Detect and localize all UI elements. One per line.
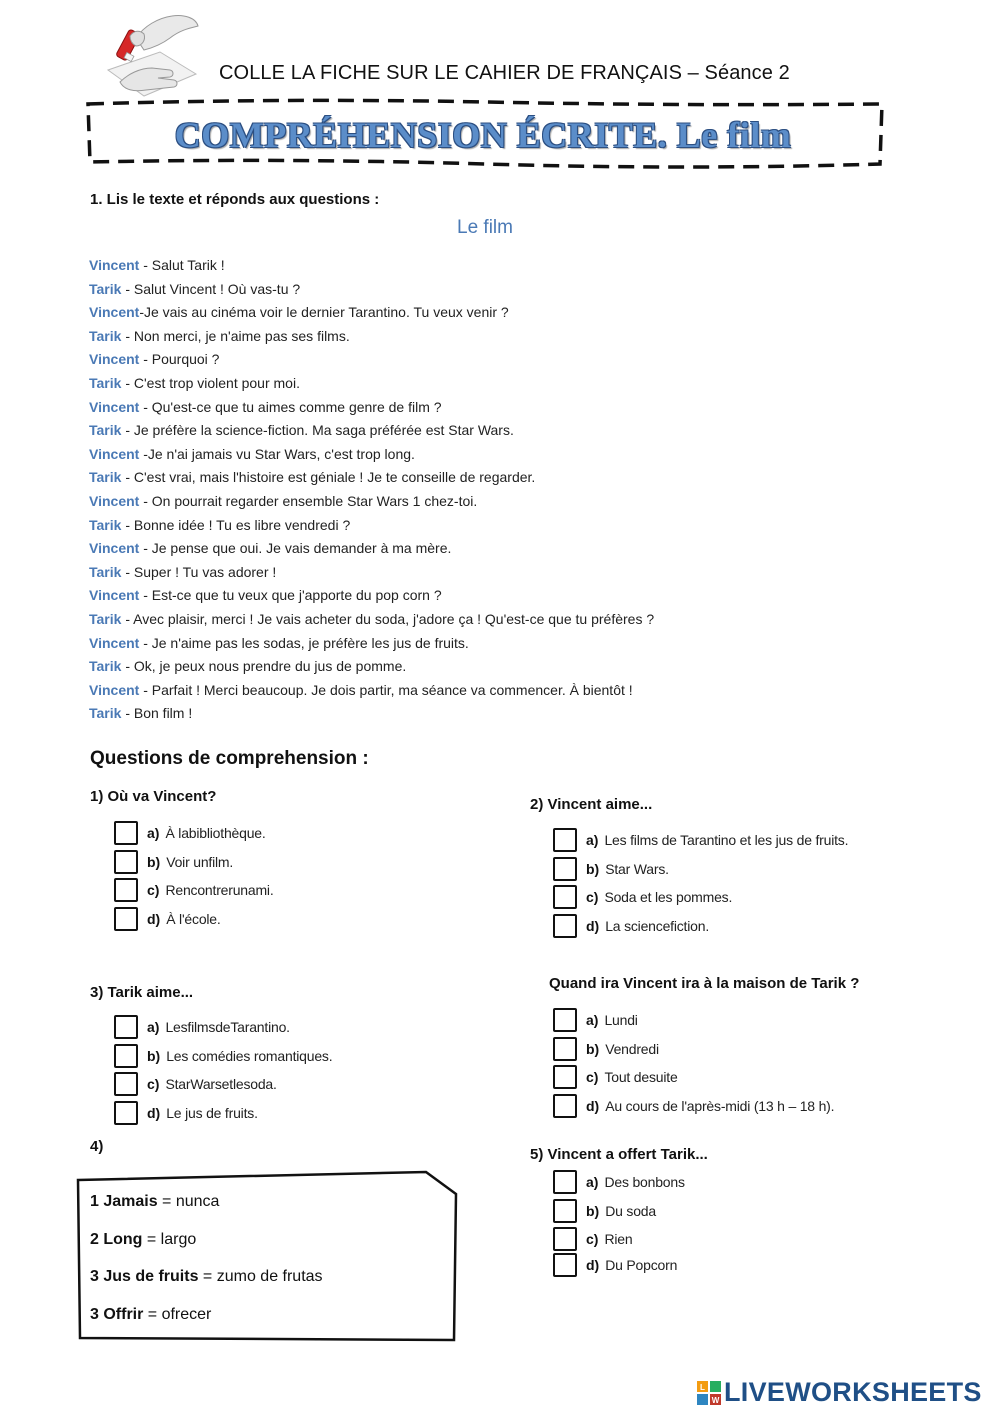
line-text: - Bon film ! [121,705,193,722]
dialogue-line [89,466,789,490]
option-text: Soda et les pommes. [604,889,733,906]
question-4-title: 4) [90,1138,104,1155]
dialogue-line [89,419,789,443]
answer-checkbox[interactable] [553,1065,577,1089]
answer-checkbox[interactable] [114,907,138,931]
vocab-term: 3 Jus de fruits [90,1268,199,1286]
dialogue [89,254,789,726]
option-letter: b) [586,1040,600,1057]
dialogue-line [89,537,789,561]
line-text: - Salut Tarik ! [139,257,225,273]
line-text: - Non merci, je n'aime pas ses films. [121,327,350,344]
speaker-name: Vincent [89,587,140,604]
header-instruction: COLLE LA FICHE SUR LE CAHIER DE FRANÇAIS – Séance 2 [219,62,790,84]
answer-checkbox[interactable] [553,828,577,852]
speaker-name: Vincent [89,351,140,368]
answer-checkbox[interactable] [553,885,577,909]
glue-stick-hand-icon [100,8,200,100]
dialogue-line [89,254,789,278]
vocab-translation: = ofrecer [143,1306,212,1324]
line-text: -Je n'ai jamais vu Star Wars, c'est trop long. [139,445,415,462]
dialogue-line [89,632,789,656]
speaker-name: Vincent [89,257,140,273]
answer-checkbox[interactable] [553,1227,577,1251]
dialogue-line [89,301,789,325]
question-1 [90,788,274,933]
brand-name: LIVEWORKSHEETS [724,1377,982,1407]
answer-checkbox[interactable] [114,1101,138,1125]
dialogue-line [89,702,789,726]
option-b [114,1042,332,1071]
option-text: Au cours de l'après-midi (13 h – 18 h). [605,1098,835,1115]
option-text: Vendredi [605,1040,659,1057]
vocab-term: 1 Jamais [90,1193,158,1210]
question-5 [530,1146,708,1276]
dialogue-line [89,608,789,632]
dialogue-line [89,443,789,467]
option-c [553,883,848,912]
option-letter: d) [586,1098,600,1115]
line-text: - Je préfère la science-fiction. Ma saga préférée est Star Wars. [121,422,514,439]
option-text: À labibliothèque. [165,825,266,842]
option-letter: a) [586,1174,599,1191]
speaker-name: Vincent [89,540,140,557]
answer-checkbox[interactable] [114,850,138,874]
speaker-name: Tarik [89,469,122,486]
option-letter: b) [586,1202,600,1219]
question-title: 3) Tarik aime... [90,984,194,1001]
liveworksheets-brand [697,1377,982,1408]
answer-checkbox[interactable] [114,1015,138,1039]
speaker-name: Vincent [89,398,140,415]
dialogue-line [89,655,789,679]
answer-checkbox[interactable] [553,914,577,938]
speaker-name: Tarik [89,658,122,675]
dialogue-line [89,584,789,608]
vocabulary-list [90,1193,323,1344]
vocab-term: 3 Offrir [90,1306,144,1324]
option-letter: c) [586,1069,599,1086]
option-text: Du Popcorn [605,1256,678,1273]
option-letter: a) [147,825,160,842]
question-title: 1) Où va Vincent? [90,788,217,805]
question-title: 2) Vincent aime... [530,796,653,813]
line-text: - C'est trop violent pour moi. [121,374,300,391]
line-text: - Ok, je peux nous prendre du jus de pomme. [121,658,407,675]
line-text: - Qu'est-ce que tu aimes comme genre de film ? [139,398,442,415]
logo-letter: L [700,1382,705,1392]
line-text: - Bonne idée ! Tu es libre vendredi ? [121,516,351,533]
line-text: - Super ! Tu vas adorer ! [121,563,277,580]
line-text: - Je pense que oui. Je vais demander à ma mère. [139,540,452,557]
liveworksheets-logo-icon [697,1381,721,1405]
option-d [114,1099,332,1128]
answer-checkbox[interactable] [114,878,138,902]
dialogue-line [89,679,789,703]
question-2 [530,796,848,940]
speaker-name: Vincent [89,304,140,321]
exercise-instruction: 1. Lis le texte et réponds aux questions : [90,191,380,208]
option-d [114,905,274,934]
line-text: - On pourrait regarder ensemble Star Wars 1 chez-toi. [139,492,478,509]
dialogue-line [89,372,789,396]
vocab-item [90,1193,323,1231]
answer-checkbox[interactable] [553,1253,577,1277]
dialogue-line [89,348,789,372]
speaker-name: Tarik [89,563,122,580]
option-letter: a) [147,1019,160,1036]
option-text: Voir unfilm. [166,853,234,870]
option-b [553,1035,859,1064]
option-letter: d) [147,1105,161,1122]
option-text: Des bonbons [604,1174,685,1191]
answer-checkbox[interactable] [553,1008,577,1032]
speaker-name: Tarik [89,374,122,391]
option-c [114,1070,332,1099]
speaker-name: Vincent [89,634,140,651]
option-letter: d) [147,911,161,928]
option-text: À l'école. [166,911,221,928]
questions-heading: Questions de comprehension : [90,748,369,769]
option-letter: c) [147,882,160,899]
dialogue-line [89,396,789,420]
option-text: Le jus de fruits. [166,1105,258,1122]
option-text: Tout desuite [604,1069,678,1086]
option-text: Les films de Tarantino et les jus de fruits. [604,832,849,849]
option-c [553,1063,859,1092]
option-text: Les comédies romantiques. [166,1047,333,1064]
vocab-item [90,1306,323,1344]
option-text: Star Wars. [605,860,669,877]
speaker-name: Tarik [89,705,122,722]
vocab-item [90,1231,323,1269]
line-text: - Pourquoi ? [139,351,220,368]
answer-checkbox[interactable] [114,1072,138,1096]
option-a [553,826,848,855]
option-letter: c) [147,1076,160,1093]
question-title: Quand ira Vincent ira à la maison de Tarik ? [549,975,860,992]
option-letter: d) [586,1256,600,1273]
dialogue-line [89,490,789,514]
line-text: - Parfait ! Merci beaucoup. Je dois partir, ma séance va commencer. À bientôt ! [139,681,633,698]
option-a [114,819,274,848]
option-b [114,848,274,877]
vocab-item [90,1268,323,1306]
option-letter: b) [586,860,600,877]
dialogue-line [89,325,789,349]
line-text: - Est-ce que tu veux que j'apporte du pop corn ? [139,587,442,604]
vocab-translation: = largo [142,1230,197,1248]
line-text: -Je vais au cinéma voir le dernier Tarantino. Tu veux venir ? [139,304,509,321]
option-text: Rencontrerunami. [165,882,274,899]
vocab-translation: = zumo de frutas [198,1268,323,1286]
line-text: - Avec plaisir, merci ! Je vais acheter du soda, j'adore ça ! Qu'est-ce que tu préfères ? [121,610,655,627]
option-letter: d) [586,918,600,935]
answer-checkbox[interactable] [553,1094,577,1118]
question-title: 5) Vincent a offert Tarik... [530,1146,708,1163]
option-d [553,1254,708,1276]
line-text: - C'est vrai, mais l'histoire est géniale ! Je te conseille de regarder. [121,469,536,486]
page-title: COMPRÉHENSION ÉCRITE. Le film [174,115,792,155]
option-text: StarWarsetlesoda. [165,1076,277,1093]
vocab-term: 2 Long [90,1230,143,1248]
speaker-name: Vincent [89,681,140,698]
option-letter: b) [147,853,161,870]
dialogue-line [89,561,789,585]
speaker-name: Tarik [89,516,122,533]
dialogue-line [89,514,789,538]
answer-checkbox[interactable] [553,1199,577,1223]
option-d [553,1092,859,1121]
speaker-name: Tarik [89,610,122,627]
speaker-name: Tarik [89,280,122,297]
option-d [553,912,848,941]
answer-checkbox[interactable] [114,821,138,845]
option-a [553,1006,859,1035]
option-letter: a) [586,832,599,849]
option-text: Rien [604,1231,633,1248]
speaker-name: Tarik [89,327,122,344]
text-title: Le film [457,217,513,238]
option-a [553,1168,708,1197]
option-text: La sciencefiction. [605,918,710,935]
option-letter: c) [586,1231,599,1248]
vocab-translation: = nunca [157,1193,220,1210]
answer-checkbox[interactable] [553,1037,577,1061]
answer-checkbox[interactable] [553,857,577,881]
dialogue-line [89,278,789,302]
answer-checkbox[interactable] [553,1170,577,1194]
line-text: - Je n'aime pas les sodas, je préfère les jus de fruits. [139,634,469,651]
option-text: Lundi [604,1012,638,1029]
answer-checkbox[interactable] [114,1044,138,1068]
speaker-name: Vincent [89,492,140,509]
option-letter: b) [147,1047,161,1064]
question-when [549,975,859,1120]
option-text: Du soda [605,1202,656,1219]
option-text: LesfilmsdeTarantino. [165,1019,290,1036]
logo-letter: W [711,1395,720,1405]
option-letter: c) [586,889,599,906]
option-letter: a) [586,1012,599,1029]
question-3 [90,984,332,1127]
option-c [553,1225,708,1254]
option-b [553,1197,708,1226]
speaker-name: Vincent [89,445,140,462]
option-b [553,855,848,884]
option-a [114,1013,332,1042]
speaker-name: Tarik [89,422,122,439]
line-text: - Salut Vincent ! Où vas-tu ? [121,280,301,297]
option-c [114,876,274,905]
